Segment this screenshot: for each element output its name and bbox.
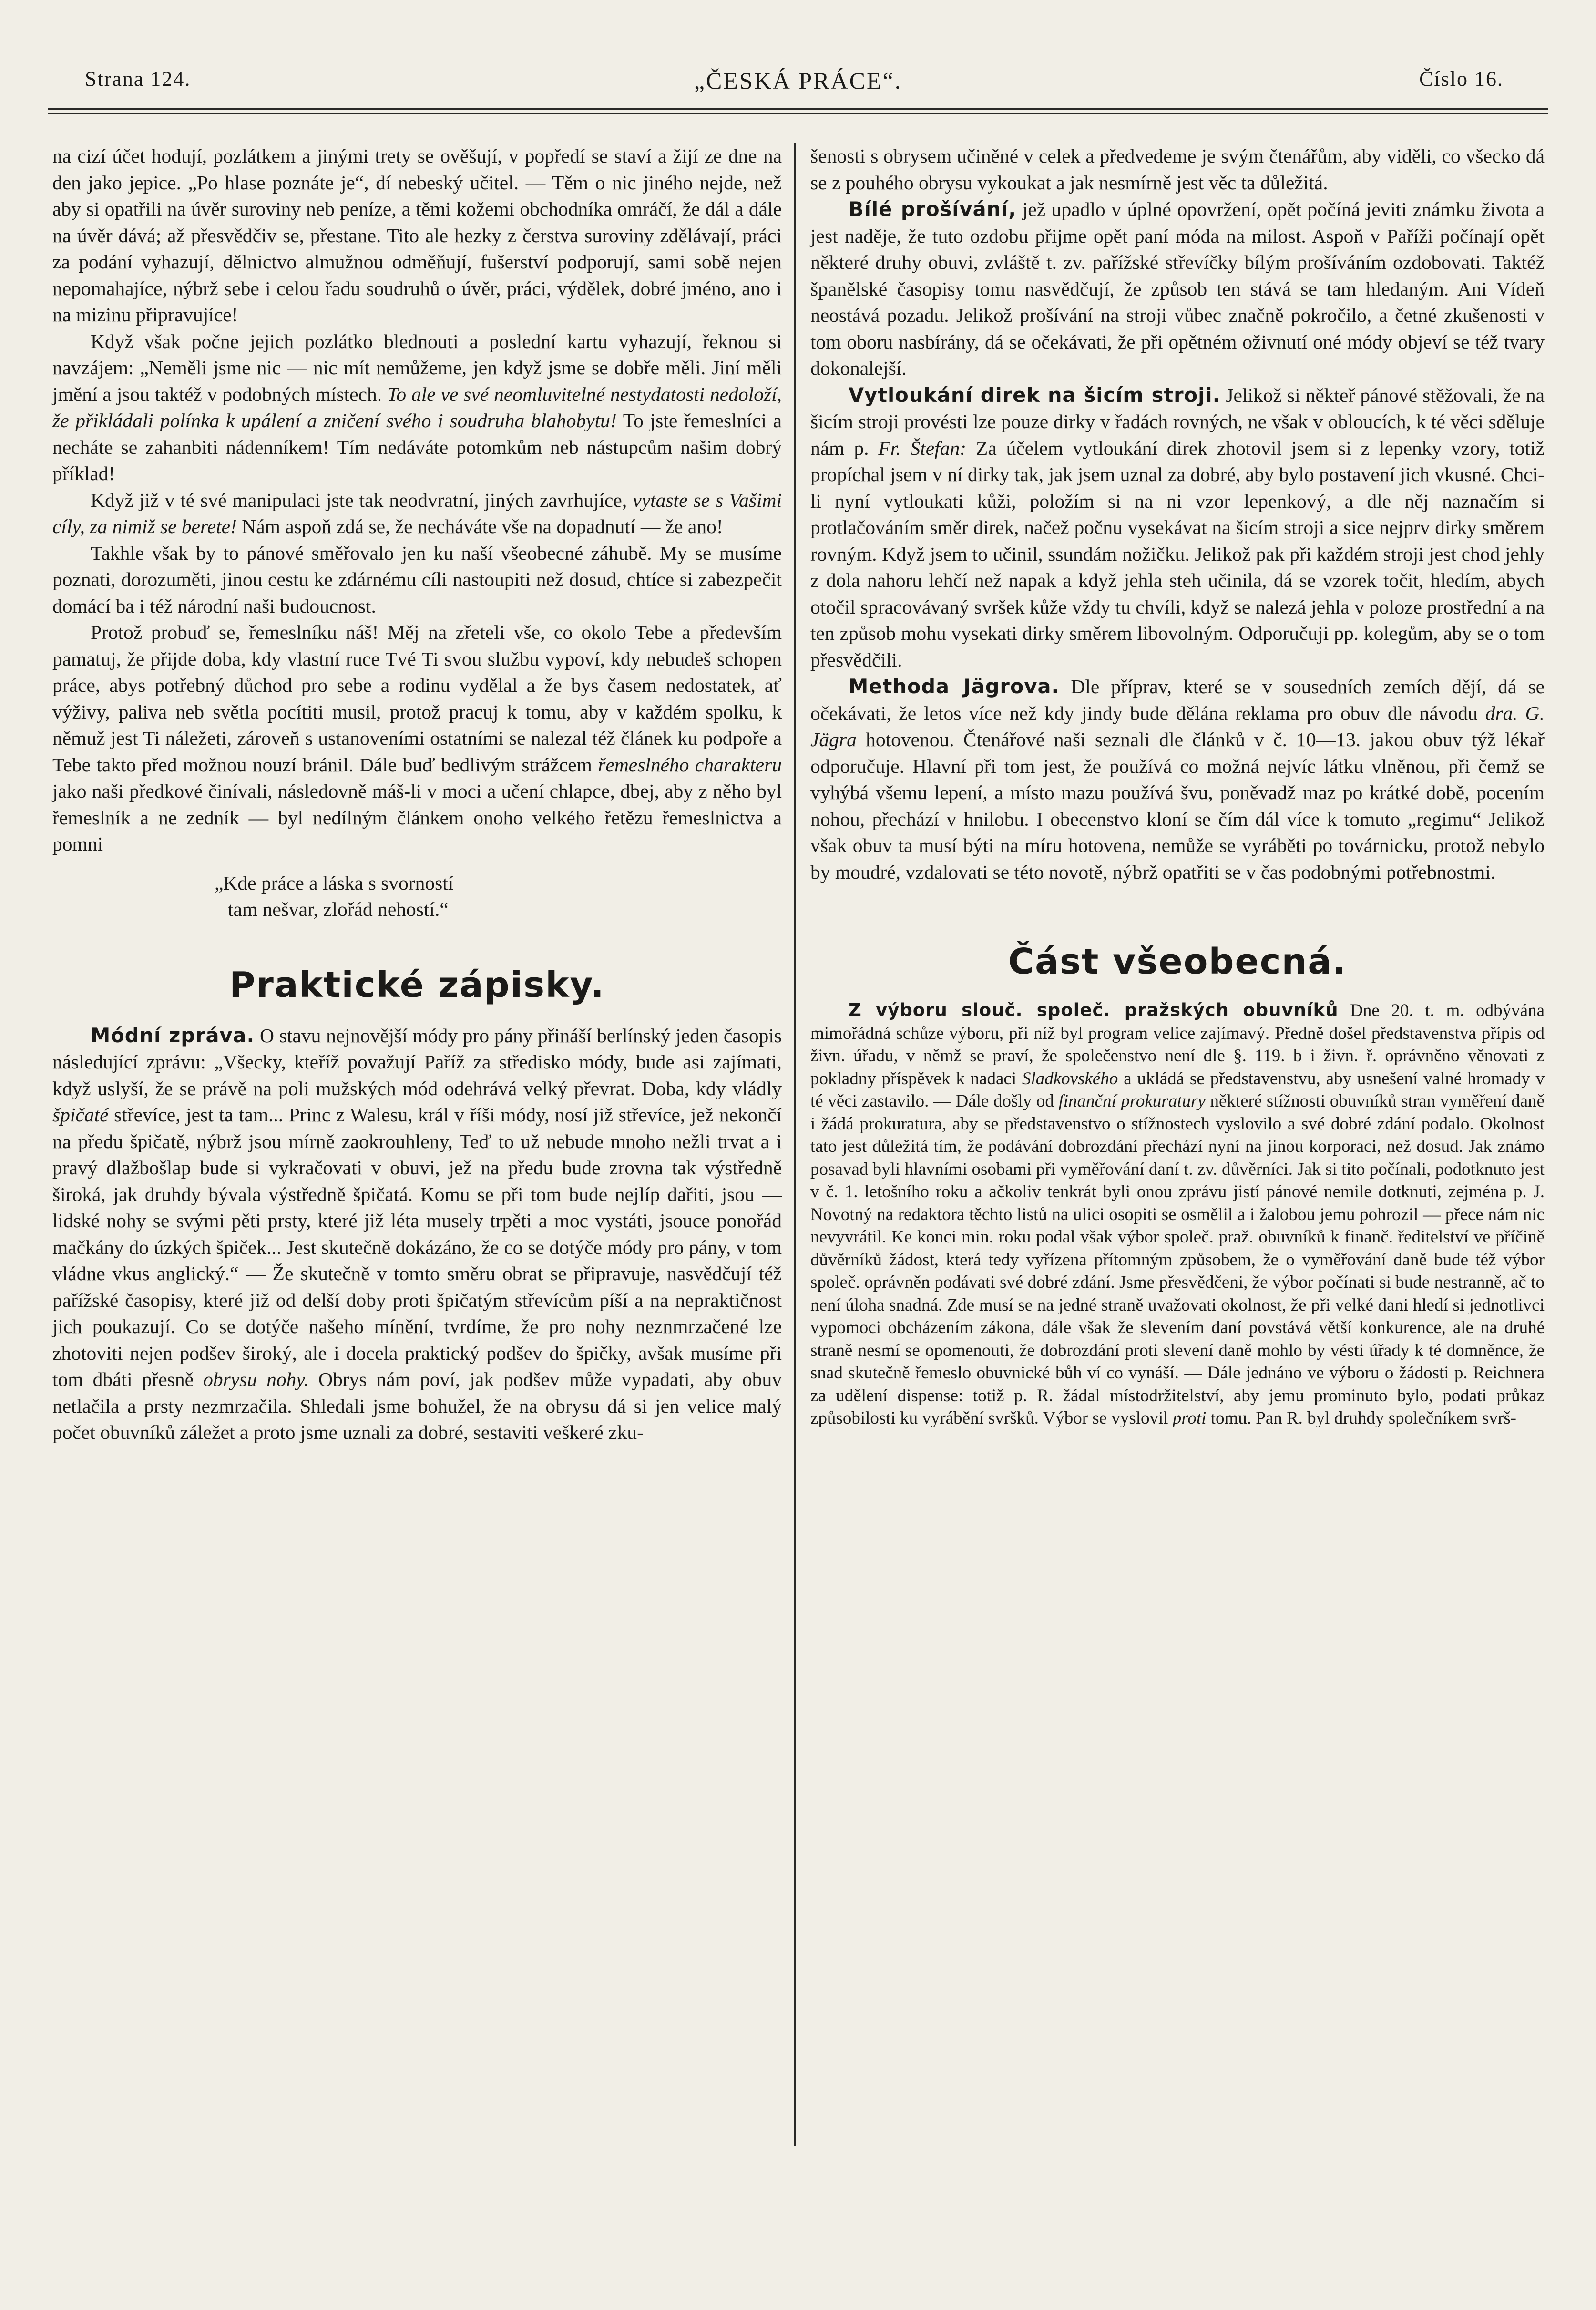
paragraph [52,619,782,858]
text-run: Nám aspoň zdá se, že necháváte vše na dopadnutí — že ano! [242,515,723,537]
text-run: jako naši předkové činívali, následovně máš-li v moci a učení chlapce, dbej, aby z něho byl řemeslník a ne zedník — byl nedílným článkem onoho velkého řetězu řemeslnictva a pomni [52,780,782,855]
text-run: tomu. Pan R. byl druhdy společníkem svrš- [1210,1408,1516,1428]
publication-title: „ČESKÁ PRÁCE“. [694,67,902,94]
paragraph [52,329,782,487]
header-rule-thin [48,113,1548,114]
quote [215,870,782,923]
italic-run: finanční prokuratury [1058,1091,1206,1111]
right-column [810,143,1545,1430]
left-column [52,143,782,1446]
issue-number: Číslo 16. [1419,67,1504,91]
text-run: Za účelem vytloukání direk zhotovil jsem si z lepenky vzory, totiž propíchal jsem v ní dirky tak, jak jsem uznal za dobré, aby bylo postavení jich vkusné. Chci-li nyní vytloukati kůži, položím si na ni vzor lepenkový, a dle něj naznačím si protlačováním směr direk, načež počnu vysekávat na šicím stroji a sice nejprv dirky směrem rovným. Když jsem to učinil, ssundám nožičku. Jelikož pak při každém stroji jest chod jehly z dola nahoru lehčí než napak a když jehla steh učinila, dá se vzorek točit, hledím, abych otočil spracovávaný svršek kůže vždy tu chvíli, když se nalezá jehla v poloze prostřední a na ten způsob mohu vysekati dirky směrem libovolným. Odporučuji pp. kolegům, aby se o tom přesvědčili. [810,437,1545,671]
paragraph [52,487,782,540]
text-run: Obrys nám poví, jak podšev může vypadati, aby obuv netlačila a prsty nezmrzačila. Shledali jsme bohužel, že na obrysu dá si jen velice malý počet obuvníků záležet a proto jsme uznali za dobré, sestaviti veškeré zku- [52,1368,782,1443]
quote-line: „Kde práce a láska s svorností [215,872,454,894]
text-run: Dne 20. t. m. odbývána mimořádná schůze výboru, při níž byl program velice zajímavý. Předně došel představenstva přípis od živn. úřadu, v němž se praví, že společenstvo není dle §. 119. b i živn. ř. oprávněno věnovati z pokladny příspěvek k nadaci [810,1001,1545,1088]
text-run: hotovenou. Čtenářové naši seznali dle článků v č. 10—13. jakou obuv týž lékař odporučuje. Hlavní při tom jest, že používá co možná nejvíc látku vlněnou, při čemž se vyhýbá všemu lepení, a místo mazu používá švu, poněvadž maz po krátké době, pocením nohou, přechází v hnilobu. I obecenstvo kloní se čím dál více k tomuto „regimu“ Jelikož však obuv ta musí býti na míru hotovena, nemůže se vyráběti po továrnicku, protož nebylo by moudré, vzdalovati se této novotě, nýbrž opatřiti se v čas podobnými potřebnostmi. [810,729,1545,883]
text-run: některé stížnosti obuvníků stran vyměření daně i žádá prokuratura, aby se představenstvo o stížnostech vyslovilo a své dobré zdání podalo. Okolnost tato jest důležitá tím, že podávání dobrozdání přechází nyní na jinou korporaci, než dosud. Jak známo posavad byli hlavními osobami při vyměřování daní t. zv. důvěrníci. Jak si tito počínali, podotknuto jest v č. 1. letošního roku a ačkoliv tenkrát byli onou zprávu jistí pánové nemile dotknuti, zejména p. J. Novotný na redaktora těchto listů na ulici osopiti se osmělil a i žalobou jemu pohrozil — přece nám nic nevyvrátil. Ke konci min. roku podal však výbor společ. praž. obuvníků k finanč. ředitelství ve příčině důvěrníků žádost, která tedy vyřízena přítomným způsobem, že o vyměřování daně bude též výbor společ. oprávněn podávati své dobré zdání. Jsme přesvědčeni, že výbor počínati si bude nestranně, ač to není úloha snadná. Zde musí se na jedné straně uvažovati okolnost, že při velké dani hledí si jednotlivci vypomoci obcházením zákona, dále však že slevením daní povstává větší konkurence, ale na druhé straně nesmí se opomenouti, že dobrozdání proti slevení daně mohlo by vésti úřady k té domněnce, že snad skutečně řemeslo obuvnické bůh ví co vynáší. — Dále jednáno ve výboru o žádosti p. Reichnera za udělení dispense: totiž p. R. žádal místodržitelství, aby jemu prominuto bylo, podati průkaz způsobilosti ku vyrábění svršků. Výbor se vyslovil [810,1091,1545,1428]
text-run: Když však počne jejich pozlátko blednouti a poslední kartu vyhazují, řeknou si navzájem: „Neměli jsme nic — nic mít nemůžeme, jen když jsme se dobře měli. Jiní měli jmění a jsou taktéž v podobných místech. [52,330,782,405]
page-number: Strana 124. [85,67,191,91]
paragraph [810,382,1545,674]
italic-run: řemeslného charakteru [598,753,782,776]
paragraph [810,673,1545,885]
paragraph [52,1022,782,1446]
text-run: jež upadlo v úplné opovržení, opět počíná jeviti známku života a jest naděje, že tuto ozdobu přijme opět paní móda na milost. Aspoň v Paříži počínají opět některé druhy obuvi, zvláště t. zv. pařížské střevíčky bílým prošíváním ozdobovati. Taktéž španělské časopisy tomu nasvědčují, že způsob ten stává se tam hledaným. Ani Vídeň neostává pozadu. Jelikož prošívání na stroji vůbec značně pokročilo, a četné zkušenosti v tom oboru nasbírány, dá se očekávati, že při opětném oživnutí oné módy objeví se též tvary dokonalejší. [810,198,1545,379]
section-title: Část všeobecná. [1008,941,1347,982]
run-in-heading: Módní zpráva. [91,1023,255,1047]
text-run: To jste řemeslníci a necháte se zahanbiti nádenníkem! Tím nedáváte potomkům neb nástupcům našim dobrý příklad! [52,410,782,484]
text-run: Dle příprav, které se v sousedních zemích dějí, dá se očekávati, že letos více než kdy jindy bude dělána reklama pro obuv dle návodu [810,676,1545,724]
paragraph: na cizí účet hodují, pozlátkem a jinými trety se ověšují, v popředí se staví a žijí ze dne na den jako jepice. „Po hlase poznáte je“, dí nebeský učitel. — Těm o nic jiného nejde, než aby si opatřili na úvěr suroviny neb peníze, a těmi kožemi obchodníka omráčí, že dál a dále na úvěr dává; až přesvědčiv se, přestane. Tito ale hezky z čerstva suroviny zdělávají, práci za podání vyhazují, dělnictvo almužnou odměňují, fušerství podporují, sami sobě nejen nepomahajíce, nýbrž sebe i celou řadu soudruhů o úvěr, práci, výdělek, dobré jméno, ano i na mizinu připravujíce! [52,145,782,326]
quote-line: tam nešvar, zlořád nehostí.“ [228,898,449,920]
italic-run: špičaté [52,1104,109,1126]
run-in-heading: Bílé prošívání, [849,197,1017,221]
section-title: Praktické zápisky. [229,964,605,1006]
text-run: O stavu nejnovější módy pro pány přináší berlínský jeden časopis následující zprávu: „Všecky, kteříž považují Paříž za středisko módy, bude asi zajímati, když uslyší, že se právě na poli mužských mód odehrává velký převrat. Doba, kdy vládly [52,1024,782,1099]
paragraph: Takhle však by to pánové směřovalo jen ku naší všeobecné záhubě. My se musíme poznati, dorozuměti, jinou cestu ke zdárnému cíli nastoupiti než dosud, chtíce si zabezpečit domácí ba i též národní naši budoucnost. [52,542,782,617]
italic-run: proti [1172,1408,1207,1428]
text-run: a ukládá se představenstvu, aby usnešení valné hromady v té věci zastavilo. — Dále došly od [810,1068,1545,1111]
paragraph [810,196,1545,382]
paragraph: šenosti s obrysem učiněné v celek a předvedeme je svým čtenářům, aby viděli, co všecko dá se z pouhého obrysu vykoukat a jak nesmírně jest věc ta důležitá. [810,145,1545,194]
column-divider [794,143,796,2146]
text-run: Když již v té své manipulaci jste tak neodvratní, jiných zavrhujíce, [91,489,627,511]
run-in-heading: Methoda Jägrova. [849,675,1060,698]
paragraph [810,999,1545,1430]
text-run: Jelikož si někteř pánové stěžovali, že na šicím stroji provésti lze pouze dirky v řadách rovných, ne však v obloucích, k té věci sděluje nám p. [810,384,1545,459]
italic-run: dra. G. Jägra [810,702,1545,750]
italic-run: Fr. Štefan: [878,437,967,459]
italic-run: vytaste se s Vašimi cíly, za nimiž se berete! [52,489,782,537]
text-run: Protož probuď se, řemeslníku náš! Měj na zřeteli vše, co okolo Tebe a především pamatuj, že přijde doba, kdy vlastní ruce Tvé Ti svou službu vypoví, kdy nebudeš schopen práce, abys potřebný důchod pro sebe a rodinu vydělal a že bys časem nedostatek, ať výživy, paliva neb světla pocítiti musil, protož pracuj k tomu, aby v každém spolku, k němuž jest Ti náležeti, zároveň s ustanoveními ostatními se nalezal též článek ku podpoře a Tebe takto před možnou nouzí bránil. Dále buď bedlivým strážcem [52,621,782,776]
italic-run: obrysu nohy. [203,1368,309,1390]
run-in-heading: Vytloukání direk na šicím stroji. [849,383,1221,407]
italic-run: Sladkovského [1022,1068,1118,1088]
text-run: střevíce, jest ta tam... Princ z Walesu, král v říši módy, nosí již střevíce, jež nekončí na předu špičatě, nýbrž jsou mírně zaokrouhleny, Teď to už nebude mnoho nežli trvat a i pravý dlažbošlap bude si vykračovati v obuvi, jež na předu bude zrovna tak výstředně široká, jak druhdy bývala výstředně špičatá. Komu se při tom bude nejlíp dařiti, jsou — lidské nohy se svými pěti prsty, které již léta musely trpěti a moc vystáti, jsouce ponořád mačkány do úzkých špiček... Jest skutečně dokázáno, že co se dotýče módy pro pány, v tom vládne vkus anglický.“ — Že skutečně v tomto směru obrat se připravuje, nasvědčují též pařížské časopisy, které již od delší doby proti špičatým střevícům píší a na nepraktičnost jich poukazují. Co se dotýče našeho mínění, tvrdíme, že pro nohy neznmrzačené lze zhotoviti nejen podšev široký, ale i docela praktický podšev do špičky, avšak musíme při tom dbáti přesně [52,1104,782,1390]
italic-run: To ale ve své neomluvitelné nestydatosti nedoloží, že přikládali polínka k upálení a zničení svého i soudruha blahobytu! [52,383,782,431]
header-rule [48,108,1548,110]
run-in-heading: Z výboru slouč. společ. pražských obuvníků [849,1000,1339,1020]
